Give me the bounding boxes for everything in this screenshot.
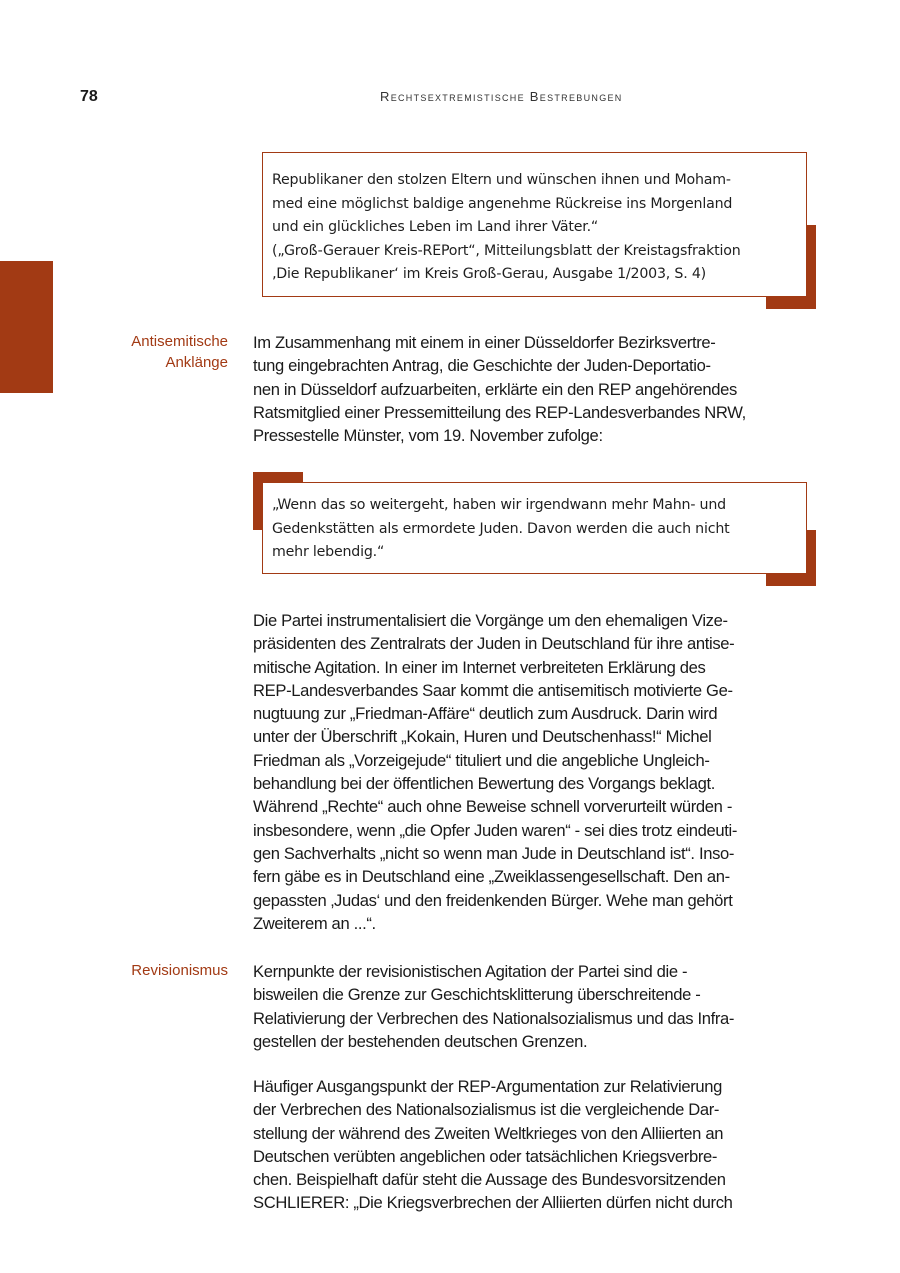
text-line: unter der Überschrift „Kokain, Huren und Deutschenhass!“ Michel [253,727,712,747]
text-line: gestellen der bestehenden deutschen Grenzen. [253,1031,588,1051]
text-line: nugtuung zur „Friedman-Affäre“ deutlich zum Ausdruck. Darin wird [253,704,718,724]
text-line: tung eingebrachten Antrag, die Geschichte der Juden-Deportatio- [253,356,711,376]
text-line: Im Zusammenhang mit einem in einer Düsseldorfer Bezirksvertre- [253,333,716,352]
text-line: Deutschen verübten angeblichen oder tatsächlichen Kriegsverbre- [253,1146,718,1166]
quote-box [262,152,807,297]
text-line: gen Sachverhalts „nicht so wenn man Jude in Deutschland ist“. Inso- [253,843,735,863]
chapter-thumb-tab [0,261,53,393]
text-line: bisweilen die Grenze zur Geschichtsklitterung überschreitende - [253,985,701,1005]
text-line: Relativierung der Verbrechen des Nationalsozialismus und das Infra- [253,1008,735,1028]
text-line: Pressestelle Münster, vom 19. November zufolge: [253,426,603,446]
margin-heading-line: Anklänge [165,354,228,371]
text-line: mitische Agitation. In einer im Internet verbreiteten Erklärung des [253,657,706,677]
text-line: präsidenten des Zentralrats der Juden in Deutschland für ihre antise- [253,634,735,654]
paragraph [253,1075,823,1215]
text-line: fern gäbe es in Deutschland eine „Zweiklassengesellschaft. Den an- [253,867,730,887]
text-line: Kernpunkte der revisionistischen Agitation der Partei sind die - [253,962,688,981]
quote-line: ‚Die Republikaner‘ im Kreis Groß-Gerau, Ausgabe 1/2003, S. 4) [272,266,706,283]
text-line: REP-Landesverbandes Saar kommt die antisemitisch motivierte Ge- [253,680,733,700]
quote-box [262,482,807,574]
quote-line: Gedenkstätten als ermordete Juden. Davon werden die auch nicht [272,520,730,537]
margin-heading-line: Antisemitische [131,333,228,350]
margin-heading-line: Revisionismus [131,962,228,979]
quote-line: („Groß-Gerauer Kreis-REPort“, Mitteilungsblatt der Kreistagsfraktion [272,242,741,259]
margin-heading-antisemitism [131,331,228,373]
paragraph [253,960,823,1053]
running-title: Rechtsextremistische Bestrebungen [380,89,623,104]
text-line: behandlung bei der öffentlichen Bewertung des Vorgangs beklagt. [253,774,715,794]
margin-heading-revisionism [131,960,228,981]
text-line: Die Partei instrumentalisiert die Vorgänge um den ehemaligen Vize- [253,611,728,630]
quote-line: und ein glückliches Leben im Land ihrer Väter.“ [272,219,599,236]
text-line: Friedman als „Vorzeigejude“ tituliert und die angebliche Ungleich- [253,750,710,770]
text-line: nen in Düsseldorf aufzuarbeiten, erklärte ein den REP angehörendes [253,379,737,399]
paragraph [253,331,823,447]
quote-line: med eine möglichst baldige angenehme Rückreise ins Morgenland [272,195,733,212]
text-line: Während „Rechte“ auch ohne Beweise schnell vorverurteilt würden - [253,797,732,817]
text-line: chen. Beispielhaft dafür steht die Aussage des Bundesvorsitzenden [253,1170,726,1190]
quote-line: „Wenn das so weitergeht, haben wir irgendwann mehr Mahn- und [272,497,726,513]
quote-line: Republikaner den stolzen Eltern und wünschen ihnen und Moham- [272,172,731,188]
text-line: Ratsmitglied einer Pressemitteilung des REP-Landesverbandes NRW, [253,402,746,422]
text-line: der Verbrechen des Nationalsozialismus ist die vergleichende Dar- [253,1100,720,1120]
paragraph [253,609,823,935]
text-line: gepassten ‚Judas‘ und den freidenkenden Bürger. Wehe man gehört [253,890,733,910]
quote-line: mehr lebendig.“ [272,544,385,561]
page-number: 78 [80,88,98,105]
text-line: Zweiterem an ...“. [253,913,376,933]
text-line: Häufiger Ausgangspunkt der REP-Argumentation zur Relativierung [253,1077,723,1096]
text-line: stellung der während des Zweiten Weltkrieges von den Alliierten an [253,1123,724,1143]
text-line: insbesondere, wenn „die Opfer Juden waren“ - sei dies trotz eindeuti- [253,820,738,840]
text-line: SCHLIERER: „Die Kriegsverbrechen der Alliierten dürfen nicht durch [253,1193,733,1213]
